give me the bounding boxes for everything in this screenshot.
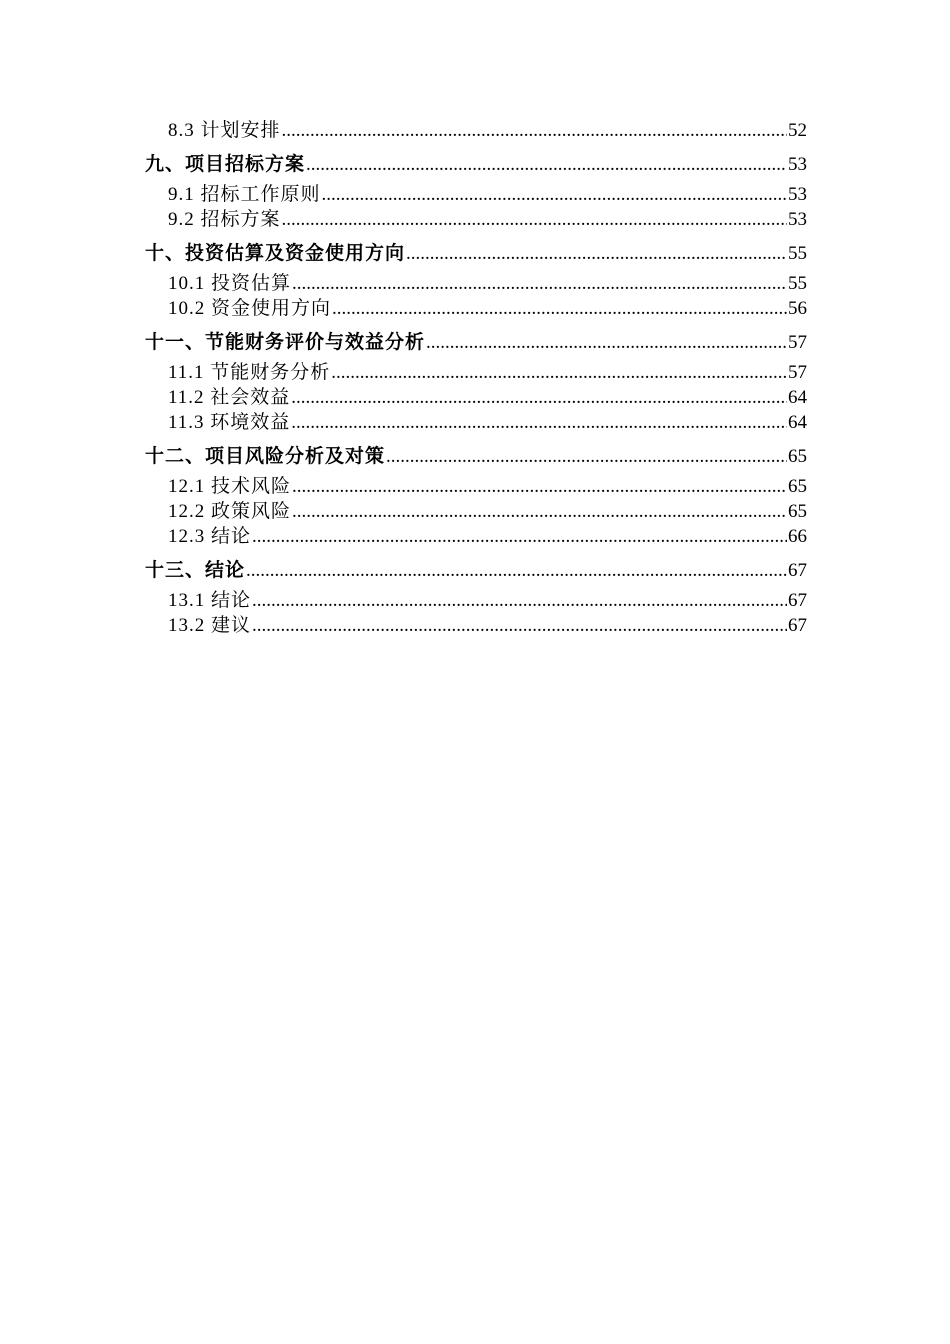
toc-page-number: 65: [788, 476, 807, 497]
toc-entry[interactable]: [145, 613, 807, 638]
toc-page-number: 52: [788, 120, 807, 141]
toc-page-number: 53: [788, 209, 807, 230]
toc-entry-label: 11.3 环境效益: [168, 412, 291, 433]
toc-leader-dots: [252, 588, 787, 613]
toc-page-number: 67: [788, 560, 807, 581]
toc-entry[interactable]: [145, 499, 807, 524]
toc-chapter[interactable]: [145, 147, 807, 182]
toc-page-number: 53: [788, 154, 807, 175]
toc-entry-label: 11.1 节能财务分析: [168, 362, 331, 383]
toc-chapter-label: 十、投资估算及资金使用方向: [145, 243, 406, 264]
toc-entry-label: 10.2 资金使用方向: [168, 298, 332, 319]
toc-chapter-label: 十三、结论: [145, 560, 246, 581]
toc-entry-label: 13.2 建议: [168, 615, 252, 636]
toc-leader-dots: [322, 182, 787, 207]
toc-entry[interactable]: [145, 207, 807, 232]
toc-page-number: 67: [788, 615, 807, 636]
toc-entry[interactable]: [145, 296, 807, 321]
toc-page-number: 55: [788, 243, 807, 264]
toc-entry-label: 12.2 政策风险: [168, 501, 292, 522]
toc-entry-label: 12.3 结论: [168, 526, 252, 547]
toc-entry[interactable]: [145, 524, 807, 549]
toc-chapter[interactable]: [145, 553, 807, 588]
toc-leader-dots: [292, 271, 787, 296]
table-of-contents: [145, 118, 807, 638]
toc-leader-dots: [292, 474, 787, 499]
toc-entry[interactable]: [145, 271, 807, 296]
toc-leader-dots: [291, 385, 787, 410]
toc-page-number: 55: [788, 273, 807, 294]
toc-page-number: 56: [788, 298, 807, 319]
toc-page-number: 64: [788, 387, 807, 408]
toc-leader-dots: [246, 553, 787, 588]
toc-entry-label: 9.1 招标工作原则: [168, 184, 321, 205]
toc-leader-dots: [292, 499, 787, 524]
toc-chapter[interactable]: [145, 236, 807, 271]
toc-entry[interactable]: [145, 118, 807, 143]
toc-chapter-label: 九、项目招标方案: [145, 154, 306, 175]
toc-page-number: 67: [788, 590, 807, 611]
toc-page-number: 65: [788, 446, 807, 467]
toc-page-number: 57: [788, 362, 807, 383]
toc-entry[interactable]: [145, 474, 807, 499]
toc-chapter[interactable]: [145, 439, 807, 474]
toc-page-number: 66: [788, 526, 807, 547]
toc-leader-dots: [306, 147, 787, 182]
toc-entry-label: 13.1 结论: [168, 590, 252, 611]
toc-leader-dots: [252, 524, 787, 549]
toc-leader-dots: [331, 360, 787, 385]
toc-page-number: 53: [788, 184, 807, 205]
toc-leader-dots: [282, 207, 787, 232]
toc-chapter-label: 十二、项目风险分析及对策: [145, 446, 386, 467]
toc-page-number: 65: [788, 501, 807, 522]
toc-leader-dots: [406, 236, 787, 271]
toc-leader-dots: [332, 296, 787, 321]
toc-entry-label: 9.2 招标方案: [168, 209, 281, 230]
toc-entry[interactable]: [145, 385, 807, 410]
toc-leader-dots: [252, 613, 787, 638]
toc-entry-label: 12.1 技术风险: [168, 476, 292, 497]
toc-entry-label: 8.3 计划安排: [168, 120, 281, 141]
toc-entry[interactable]: [145, 182, 807, 207]
toc-leader-dots: [426, 325, 787, 360]
toc-leader-dots: [386, 439, 787, 474]
toc-entry-label: 11.2 社会效益: [168, 387, 291, 408]
toc-chapter-label: 十一、节能财务评价与效益分析: [145, 332, 426, 353]
toc-page-number: 64: [788, 412, 807, 433]
toc-entry-label: 10.1 投资估算: [168, 273, 292, 294]
toc-leader-dots: [282, 118, 787, 143]
toc-page-number: 57: [788, 332, 807, 353]
toc-chapter[interactable]: [145, 325, 807, 360]
toc-entry[interactable]: [145, 410, 807, 435]
toc-entry[interactable]: [145, 588, 807, 613]
toc-leader-dots: [291, 410, 787, 435]
toc-entry[interactable]: [145, 360, 807, 385]
